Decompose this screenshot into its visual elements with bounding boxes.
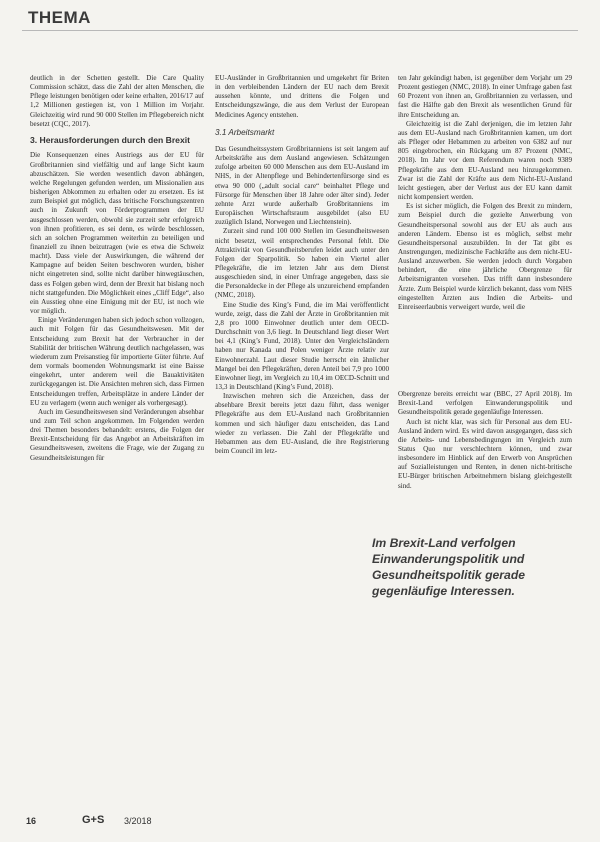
paragraph: Das Gesundheitssystem Großbritanniens ist seit langem auf Arbeitskräfte aus dem Ausland angewiesen. Schätzungen zufolge arbeiten 60 000 Menschen aus dem EU-Ausland im NHS, in der Altenpflege und Behindertenfürsorge sind es etwa 90 000 („adult social care“ beinhaltet Pflege und Fürsorge für Menschen über 18 Jahre oder älter sind). Jeder zehnte Arzt wurde außerhalb Großbritanniens im Europäischen Wirtschaftsraum ausgebildet (also EU zuzüglich Island, Norwegen und Liechtenstein). [215,144,389,227]
issue-number: 3/2018 [124,816,152,826]
section-heading: 3. Herausforderungen durch den Brexit [30,134,190,145]
text-column-2 [215,74,389,824]
text-column-1 [30,74,204,824]
paragraph: Auch im Gesundheitswesen sind Veränderungen absehbar und zum Teil schon angekommen. Im Folgenden werden drei Themen besonders behandelt: erstens, die Folgen der Brexit-Entscheidung für das Angebot an Arbeitskräften im Gesundheitswesen, zweitens die Frage, wie der Zugang zu Gesundheitsleistungen für [30,407,204,462]
pullquote-spacer [398,312,572,390]
journal-logo: G+S [82,814,105,826]
page-number: 16 [26,816,37,826]
header-rule [22,6,578,31]
paragraph: deutlich in der Schetten gestellt. Die Care Quality Commission schätzt, dass die Zahl der alten Menschen, die Pflege leistungen benötigen oder keine erhalten, 2016/17 auf 1,2 Millionen gestiegen ist, von 1 Million im Vorjahr. Gleichzeitig wird rund 90 000 Stellen im Pflegebereich nicht besetzt (CQC, 2017). [30,74,204,128]
section-label: THEMA [28,8,91,27]
paragraph: Die Konsequenzen eines Austriegs aus der EU für Großbritannien sind vielfältig und auf lange Sicht kaum abzuschätzen. Sie werden wesentlich davon abhängen, welche Regelungen gefunden werden, um Missionalien aus bisherigen Abkommen zu erhalten oder zu ersetzen. Es ist zum Beispiel gut möglich, dass britische Forschungszentren auch in Zukunft von Förderprogrammen der EU ausgeschlossen werden, obwohl sie zurzeit sehr erfolgreich von ihnen profitieren, es sei denn, es würde beschlossen, sich an solchen Programmen weiterhin zu beteiligen und finanziell zu ihnen beizutragen (wie es etwa die Schweiz macht). Dass viele der Auswirkungen, die während der Kampagne auf beiden Seiten beschworen wurden, bisher nicht eingetreten sind, sollte nicht darüber hinwegtäuschen, dass es Folgen geben wird, denn der Brexit hat bislang noch nicht stattgefunden. Die Möglichkeit eines „Cliff Edge“, also ein Ausstieg ohne eine Einigung mit der EU, ist noch wie vor möglich. [30,151,204,316]
paragraph: EU-Ausländer in Großbritannien und umgekehrt für Briten in den verbleibenden Ländern der EU nach dem Brexit aussehen könnte, und drittens die Folgen und Entscheidungszwänge, die aus dem Verlust der European Medicines Agency entstehen. [215,74,389,119]
paragraph: Zurzeit sind rund 100 000 Stellen im Gesundheitswesen nicht besetzt, weil entsprechendes Personal fehlt. Die Attraktivität von Gesundheitsberufen leidet auch unter den Folgen der Sparpolitik. So haben ein Viertel aller Pflegekräfte, die im letzten Jahr aus dem Dienst ausgeschieden sind, in einer Umfrage angegeben, dass sie die Personaldecke in der Pflege als unzureichend empfanden (NMC, 2018). [215,227,389,300]
subsection-heading: 3.1 Arbeitsmarkt [215,127,275,137]
paragraph: Inzwischen mehren sich die Anzeichen, dass der absehbare Brexit bereits jetzt dazu führt, dass weniger Pflegekräfte aus dem EU-Ausland nach Großbritannien kommen und sich häufiger dazu entscheiden, das Land wieder zu verlassen. Die Zahl der Pflegekräfte und Hebammen aus dem EU-Ausland, die ihre Registrierung beim Council im letz- [215,392,389,456]
paragraph: Einige Veränderungen haben sich jedoch schon vollzogen, auch mit Folgen für das Gesundheitswesen. Mit der Entscheidung zum Brexit hat der Verbraucher in der Stabilität der britischen Währung deutlich nachgelassen, was wiederum zum Preisanstieg für importierte Güter führte. Auf dem vormals boomenden Wohnungsmarkt ist eine Baisse eingekehrt, unter anderem weil die Bauaktivitäten zurückgegangen ist. Die Ansichten mehren sich, dass Firmen Entscheidungen treffen, Arbeitsplätze in andere Länder der EU zu verlagern (wenn auch weniger als vorhergesagt). [30,316,204,407]
page-footer [26,816,586,830]
paragraph: Obergrenze bereits erreicht war (BBC, 27 April 2018). Im Brexit-Land verfolgen Einwanderungspolitik und Gesundheitspolitik gerade gegenläufige Interessen. [398,390,572,417]
text-column-3 [398,74,572,824]
paragraph: Auch ist nicht klar, was sich für Personal aus dem EU-Ausland ändern wird. Es wird davon ausgegangen, dass sich die Arbeits- und Lebensbedingungen im Vergleich zum Status Quo nur verschlechtern können, und zwar insbesondere im Hinblick auf den Erwerb von Ansprüchen auf Sozialleistungen und Renten, in denen nicht-britische EU-Bürger britischen Arbeitnehmern bislang gleichgestellt sind. [398,417,572,490]
paragraph: ten Jahr gekündigt haben, ist gegenüber dem Vorjahr um 29 Prozent gestiegen (NMC, 2018). In einer Umfrage gaben fast 60 Prozent von ihnen an, Großbritannien zu verlassen, und fast die Hälfte gab den Brexit als wesentlichen Grund für ihre Entscheidung an. [398,74,572,119]
pull-quote: Im Brexit-Land verfolgen Einwanderungspolitik und Gesundheitspolitik gerade gegenläufige Interessen. [368,531,586,605]
paragraph: Gleichzeitig ist die Zahl derjenigen, die im letzten Jahr aus dem EU-Ausland nach Großbritannien kamen, um dort als Pfleger oder Hebammen zu arbeiten von 6382 auf nur 805 eingebrochen, ein Rückgang um 87 Prozent (NMC, 2018). Im Jahr vor dem Referendum waren noch 9389 Pflegekräfte aus dem EU-Ausland neu hinzugekommen. Zwar ist die Zahl der Kräfte aus dem Nicht-EU-Ausland leicht gestiegen, aber der Verlust aus der EU kann damit nicht kompensiert werden. [398,119,572,202]
paragraph: Es ist sicher möglich, die Folgen des Brexit zu mindern, zum Beispiel durch die gezielte Anwerbung von Gesundheitspersonal sowohl aus der EU als auch aus anderen Ländern. Ebenso ist es möglich, selbst mehr Gesundheitspersonal auszubilden. In der Tat gibt es Anstrengungen, medizinische Fachkräfte aus dem nicht-EU-Ausland anzuwerben. Sie werden jedoch durch Vorgaben behindert, die eine jährliche Obergrenze für Arbeitsmigranten vorsehen. Das trifft dann insbesondere Ärzte. Zum Beispiel wurde kürzlich bekannt, dass vom NHS eingestellten Ärzten aus Indien die Arbeits- und Einreiseerlaubnis verweigert wurde, weil die [398,202,572,311]
paragraph: Eine Studie des King’s Fund, die im Mai veröffentlicht wurde, zeigt, dass die Zahl der Ärzte in Großbritannien mit 2,8 pro 1000 Einwohner deutlich unter dem OECD-Durchschnitt von 3,6 liegt. In Deutschland liegt dieser Wert bei 4,1 (King’s Fund, 2018). Unter den Vergleichsländern haben nur Kanada und Polen weniger Ärzte relativ zur Einwohnerzahl. Laut dieser Studie herrscht ein ähnlicher Mangel bei den Pflegekräften, deren Anteil bei 7,9 pro 1000 Einwohner liegt, im Vergleich zu 10,4 im OECD-Schnitt und 13,3 in Deutschland (King’s Fund, 2018). [215,300,389,391]
